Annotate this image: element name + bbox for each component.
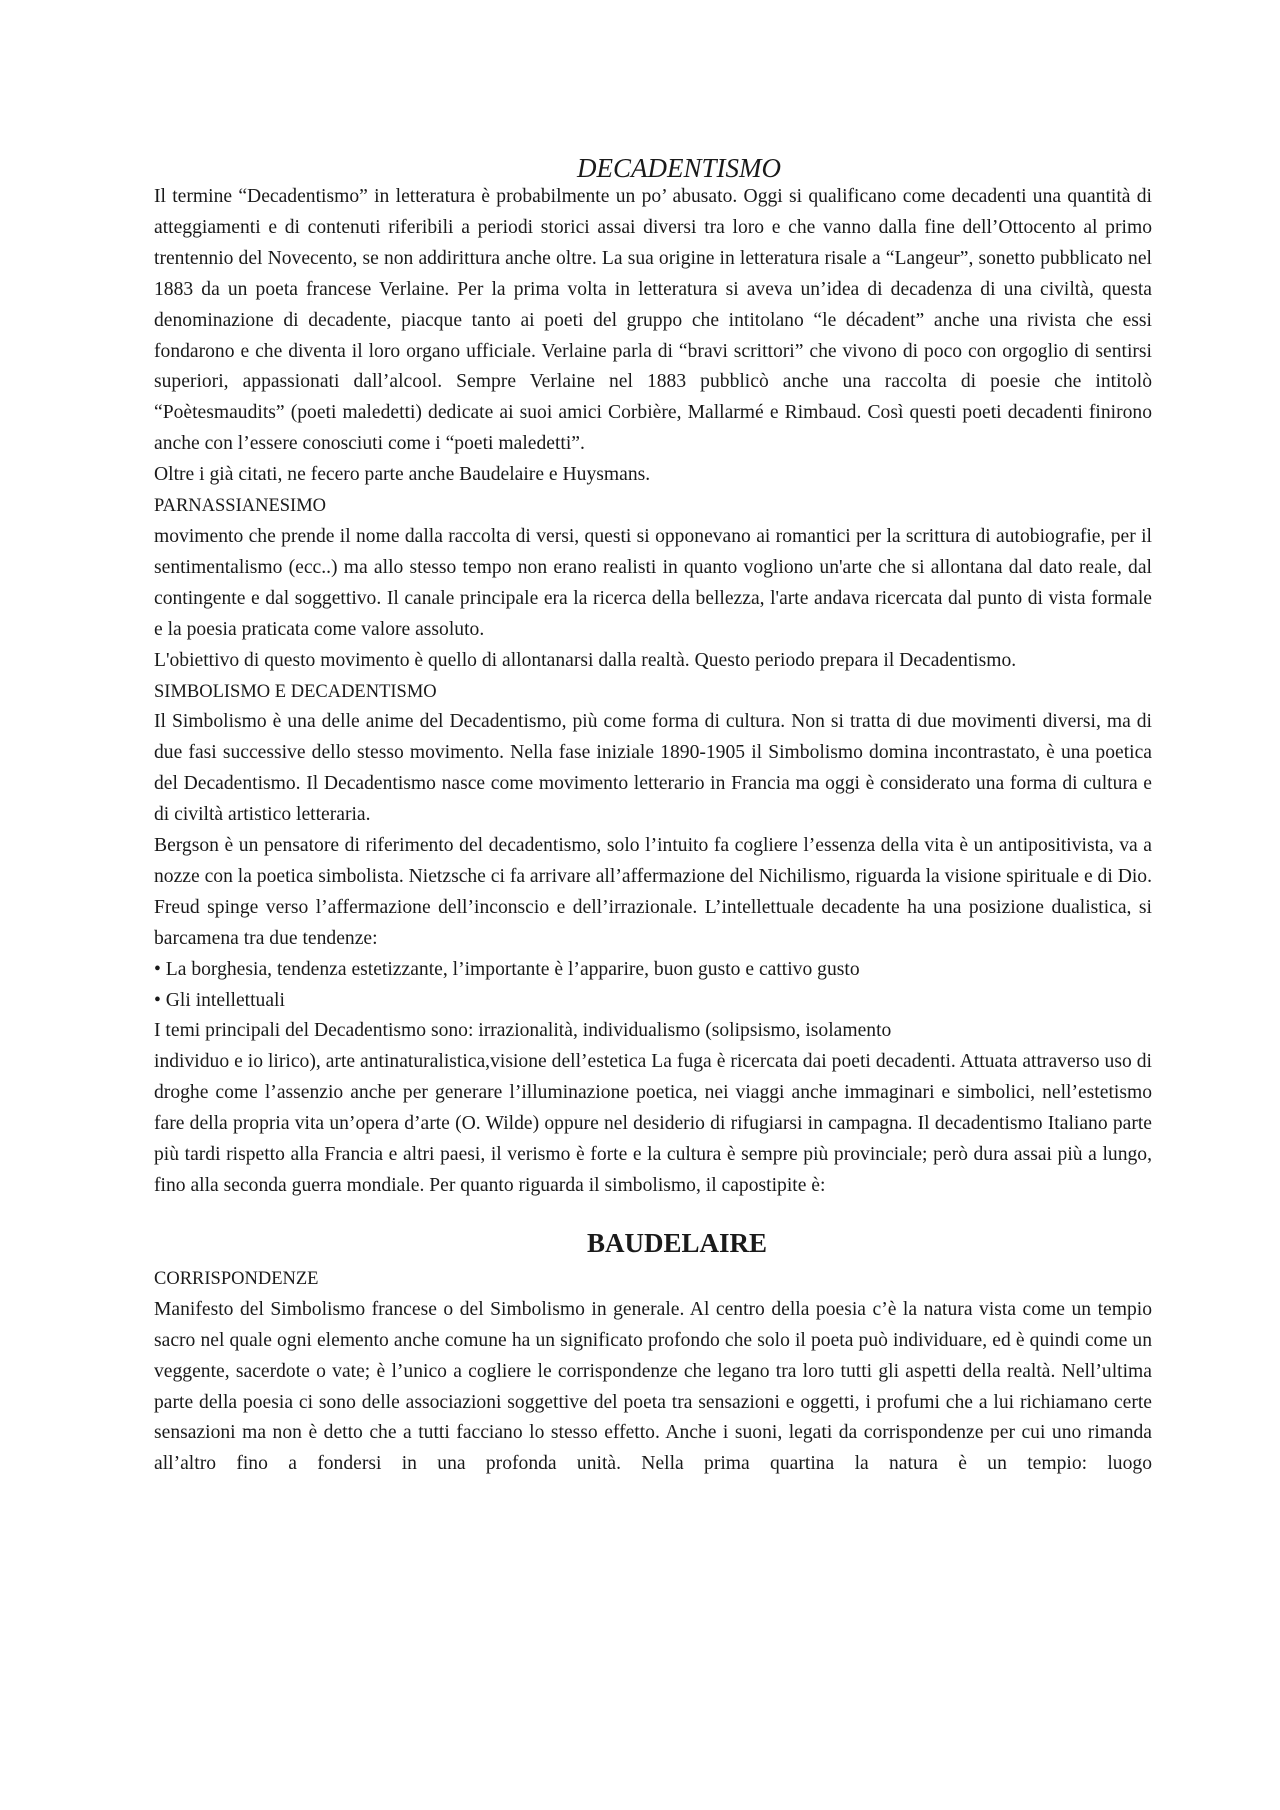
title-decadentismo: DECADENTISMO xyxy=(577,153,781,183)
temi-paragraph: individuo e io lirico), arte antinaturalistica,visione dell’estetica La fuga è ricercata dai poeti decadenti. Attuata attraverso uso di droghe come l’assenzio anche per generare l’illuminazione poetica, nei viaggi anche immaginari e simbolici, nell’estetismo fare della propria vita un’opera d’arte (O. Wilde) oppure nel desiderio di rifugiarsi in campagna. Il decadentismo Italiano parte più tardi rispetto alla Francia e altri paesi, il verismo è forte e la cultura è sempre più provinciale; però dura assai più a lungo, fino alla seconda guerra mondiale. Per quanto riguarda il simbolismo, il capostipite è: xyxy=(154,1051,1152,1196)
parnassianesimo-paragraph: movimento che prende il nome dalla raccolta di versi, questi si opponevano ai romantici per la scrittura di autobiografie, per il sentimentalismo (ecc..) ma allo stesso tempo non erano realisti in quanto vogliono un'arte che si allontana dal dato reale, dal contingente e dal soggettivo. Il canale principale era la ricerca della bellezza, l'arte andava ricercata dal punto di vista formale e la poesia praticata come valore assoluto. xyxy=(154,525,1152,640)
heading-simbolismo: SIMBOLISMO E DECADENTISMO xyxy=(154,681,437,702)
title-baudelaire: BAUDELAIRE xyxy=(586,1227,768,1258)
intro-tail: Oltre i già citati, ne fecero parte anche Baudelaire e Huysmans. xyxy=(154,464,651,486)
document-page xyxy=(154,150,1152,1480)
bullet-item: • Gli intellettuali xyxy=(154,989,285,1011)
heading-parnassianesimo: PARNASSIANESIMO xyxy=(154,496,327,517)
heading-corrispondenze: CORRISPONDENZE xyxy=(154,1268,319,1289)
parnassianesimo-paragraph-2: L'obiettivo di questo movimento è quello di allontanarsi dalla realtà. Questo periodo prepara il Decadentismo. xyxy=(154,649,1017,671)
temi-line-1: I temi principali del Decadentismo sono: irrazionalità, individualismo (solipsismo, isolamento xyxy=(154,1020,892,1042)
corrispondenze-paragraph: Manifesto del Simbolismo francese o del Simbolismo in generale. Al centro della poesia c’è la natura vista come un tempio sacro nel quale ogni elemento anche comune ha un significato profondo che solo il poeta può individuare, ed è quindi come un veggente, sacerdote o vate; è l’unico a cogliere le corrispondenze che legano tra loro tutti gli aspetti della realtà. Nell’ultima parte della poesia ci sono delle associazioni soggettive del poeta tra sensazioni e oggetti, i profumi che a lui richiamano certe sensazioni ma non è detto che a tutti facciano lo stesso effetto. Anche i suoni, legati da corrispondenze per cui uno rimanda all’altro fino a fondersi in una profonda unità. Nella prima quartina la natura è un tempio: luogo xyxy=(154,1298,1152,1475)
intro-paragraph: Il termine “Decadentismo” in letteratura è probabilmente un po’ abusato. Oggi si qualificano come decadenti una quantità di atteggiamenti e di contenuti riferibili a periodi storici assai diversi tra loro e che vanno dalla fine dell’Ottocento al primo trentennio del Novecento, se non addirittura anche oltre. La sua origine in letteratura risale a “Langeur”, sonetto pubblicato nel 1883 da un poeta francese Verlaine. Per la prima volta in letteratura si aveva un’idea di decadenza di una civiltà, questa denominazione di decadente, piacque tanto ai poeti del gruppo che intitolano “le décadent” anche una rivista che essi fondarono e che diventa il loro organo ufficiale. Verlaine parla di “bravi scrittori” che vivono di poco con orgoglio di sentirsi superiori, appassionati dall’alcool. Sempre Verlaine nel 1883 pubblicò anche una raccolta di poesie che intitolò “Poètesmaudits” (poeti maledetti) dedicate ai suoi amici Corbière, Mallarmé e Rimbaud. Così questi poeti decadenti finirono anche con l’essere conosciuti come i “poeti maledetti”. xyxy=(154,186,1152,455)
simbolismo-paragraph: Il Simbolismo è una delle anime del Decadentismo, più come forma di cultura. Non si tratta di due movimenti diversi, ma di due fasi successive dello stesso movimento. Nella fase iniziale 1890-1905 il Simbolismo domina incontrastato, è una poetica del Decadentismo. Il Decadentismo nasce come movimento letterario in Francia ma oggi è considerato una forma di cultura e di civiltà artistico letteraria. xyxy=(154,711,1152,826)
simbolismo-paragraph-2: Bergson è un pensatore di riferimento del decadentismo, solo l’intuito fa cogliere l’essenza della vita è un antipositivista, va a nozze con la poetica simbolista. Nietzsche ci fa arrivare all’affermazione del Nichilismo, riguarda la visione spirituale e di Dio. Freud spinge verso l’affermazione dell’inconscio e dell’irrazionale. L’intellettuale decadente ha una posizione dualistica, si barcamena tra due tendenze: xyxy=(154,835,1152,949)
bullet-item: • La borghesia, tendenza estetizzante, l’importante è l’apparire, buon gusto e cattivo gusto xyxy=(154,958,860,980)
